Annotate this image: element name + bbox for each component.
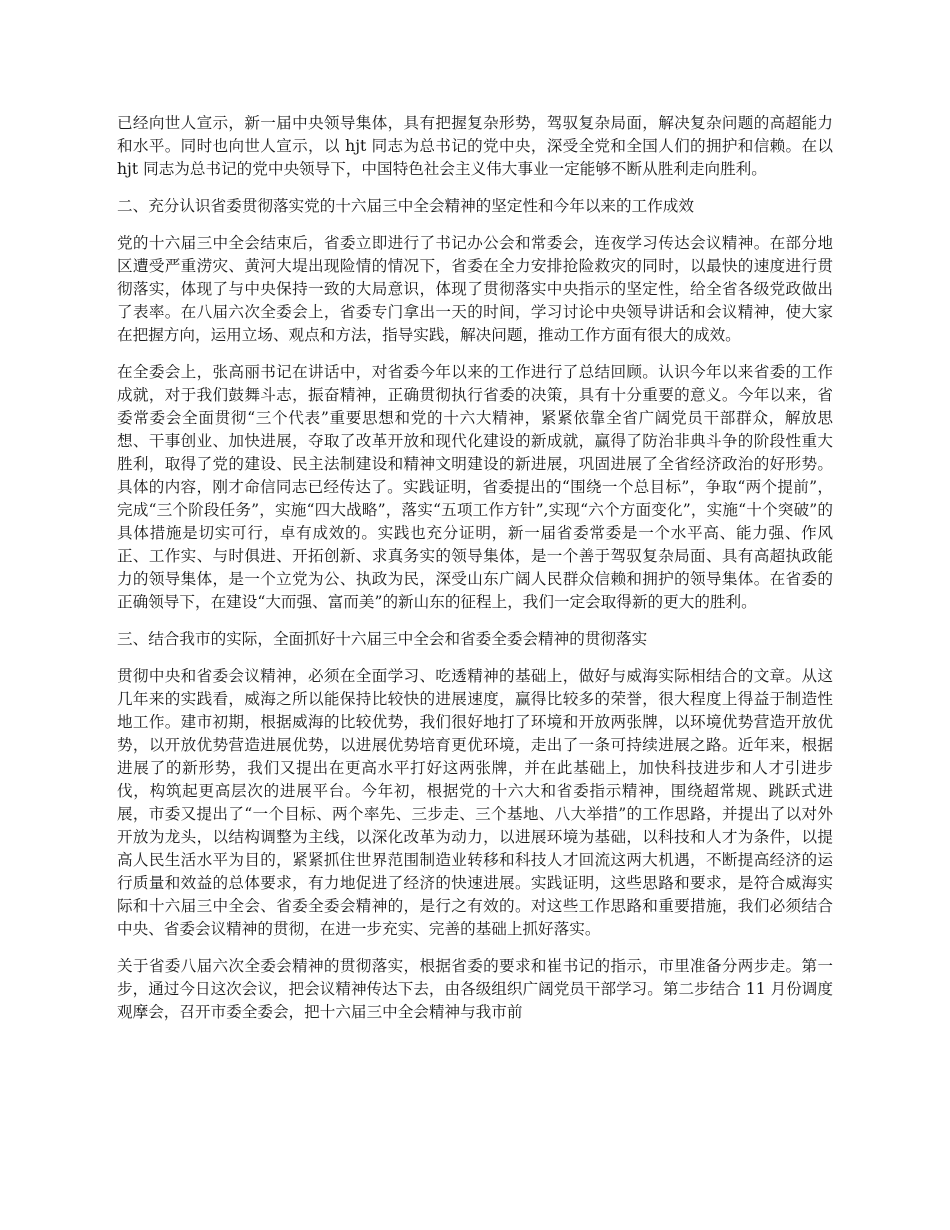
paragraph-section-three-a: 贯彻中央和省委会议精神，必须在全面学习、吃透精神的基础上，做好与威海实际相结合的文章。从这几年来的实践看，威海之所以能保持比较快的进展速度，赢得比较多的荣誉，很大程度上得益于制造性地工作。建市初期，根据威海的比较优势，我们很好地打了环境和开放两张牌，以环境优势营造开放优势，以开放优势营造进展优势，以进展优势培育更优环境，走出了一条可持续进展之路。近年来，根据进展了的新形势，我们又提出在更高水平打好这两张牌，并在此基础上，加快科技进步和人才引进步伐，构筑起更高层次的进展平台。今年初，根据党的十六大和省委指示精神，围绕超常规、跳跃式进展，市委又提出了“一个目标、两个率先、三步走、三个基地、八大举措”的工作思路，并提出了以对外开放为龙头，以结构调整为主线，以深化改革为动力，以进展环境为基础，以科技和人才为条件，以提高人民生活水平为目的，紧紧抓住世界范围制造业转移和科技人才回流这两大机遇，不断提高经济的运行质量和效益的总体要求，有力地促进了经济的快速进展。实践证明，这些思路和要求，是符合威海实际和十六届三中全会、省委全委会精神的，是行之有效的。对这些工作思路和重要措施，我们必须结合中央、省委会议精神的贯彻，在进一步充实、完善的基础上抓好落实。	[117, 667, 833, 938]
document-page	[117, 112, 833, 1038]
section-heading-three: 三、结合我市的实际，全面抓好十六届三中全会和省委全委会精神的贯彻落实	[117, 630, 648, 648]
paragraph-intro: 已经向世人宣示，新一届中央领导集体，具有把握复杂形势，驾驭复杂局面，解决复杂问题的高超能力和水平。同时也向世人宣示，以 hjt 同志为总书记的党中央，深受全党和全国人们的拥护和信赖。在以 hjt 同志为总书记的党中央领导下，中国特色社会主义伟大事业一定能够不断从胜利走向胜利。	[117, 114, 833, 178]
section-heading-two: 二、充分认识省委贯彻落实党的十六届三中全会精神的坚定性和今年以来的工作成效	[117, 197, 694, 215]
paragraph-section-three-b: 关于省委八届六次全委会精神的贯彻落实，根据省委的要求和崔书记的指示，市里准备分两步走。第一步，通过今日这次会议，把会议精神传达下去，由各级组织广阔党员干部学习。第二步结合 11 月份调度观摩会，召开市委全委会，把十六届三中全会精神与我市前	[117, 957, 833, 1021]
paragraph-section-two-b: 在全委会上，张高丽书记在讲话中，对省委今年以来的工作进行了总结回顾。认识今年以来省委的工作成就，对于我们鼓舞斗志，振奋精神，正确贯彻执行省委的决策，具有十分重要的意义。今年以来，省委常委会全面贯彻“三个代表”重要思想和党的十六大精神，紧紧依靠全省广阔党员干部群众，解放思想、干事创业、加快进展，夺取了改革开放和现代化建设的新成就，赢得了防治非典斗争的阶段性重大胜利，取得了党的建设、民主法制建设和精神文明建设的新进展，巩固进展了全省经济政治的好形势。具体的内容，刚才命信同志已经传达了。实践证明，省委提出的“围绕一个总目标”，争取“两个提前”，完成“三个阶段任务”，实施“四大战略”，落实“五项工作方针”,实现“六个方面变化”，实施“十个突破”的具体措施是切实可行，卓有成效的。实践也充分证明，新一届省委常委是一个水平高、能力强、作风正、工作实、与时俱进、开拓创新、求真务实的领导集体，是一个善于驾驭复杂局面、具有高超执政能力的领导集体，是一个立党为公、执政为民，深受山东广阔人民群众信赖和拥护的领导集体。在省委的正确领导下，在建设“大而强、富而美”的新山东的征程上，我们一定会取得新的更大的胜利。	[117, 363, 833, 611]
paragraph-section-two-a: 党的十六届三中全会结束后，省委立即进行了书记办公会和常委会，连夜学习传达会议精神。在部分地区遭受严重涝灾、黄河大堤出现险情的情况下，省委在全力安排抢险救灾的同时，以最快的速度进行贯彻落实，体现了与中央保持一致的大局意识，体现了贯彻落实中央指示的坚定性，给全省各级党政做出了表率。在八届六次全委会上，省委专门拿出一天的时间，学习讨论中央领导讲话和会议精神，使大家在把握方向，运用立场、观点和方法，指导实践，解决问题，推动工作方面有很大的成效。	[117, 234, 833, 344]
